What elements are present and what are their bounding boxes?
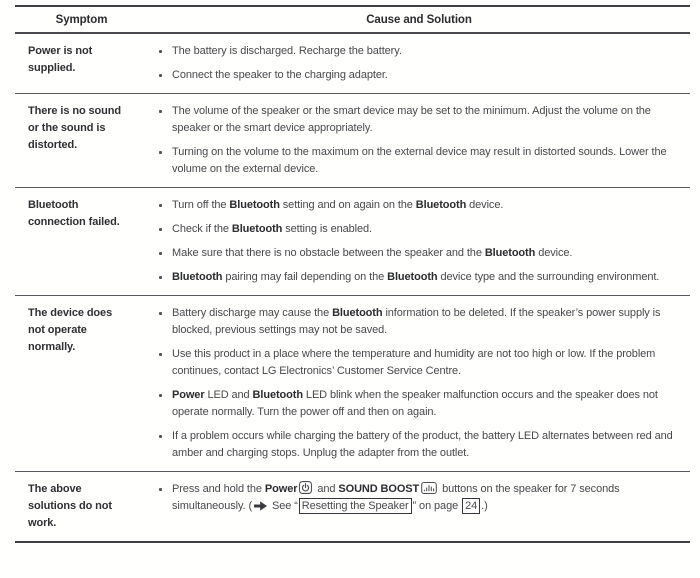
table-row [15, 472, 690, 541]
bold-term: Bluetooth [387, 271, 438, 283]
symptom-cell: The device does not operate normally. [28, 307, 113, 353]
body-text: ” on page [412, 500, 462, 512]
cause-cell [148, 94, 690, 187]
body-text: LED and [204, 389, 253, 401]
bold-term: Power [172, 389, 205, 401]
sound-boost-button-icon [421, 482, 437, 494]
cause-bullet-item [157, 144, 680, 178]
body-text: pairing may fail depending on the [222, 271, 388, 283]
cause-bullet-item [157, 103, 680, 137]
bullet-marker-icon [157, 252, 163, 262]
bold-term: Power [264, 483, 298, 495]
bullet-marker-icon [157, 312, 163, 339]
body-text: buttons on the speaker for 7 seconds simultaneously. ( [172, 483, 620, 512]
page-reference-link[interactable]: Resetting the Speaker [299, 498, 412, 514]
bullet-marker-icon [157, 110, 163, 137]
bold-term: SOUND BOOST [338, 483, 420, 495]
cause-bullet-item [157, 43, 680, 60]
bullet-text [172, 346, 680, 380]
bullet-text [172, 305, 680, 339]
body-text: If a problem occurs while charging the battery of the product, the battery LED alternates between red and amber and charging stops. Unplug the adapter from the outlet. [172, 430, 673, 459]
bold-term: Bluetooth [332, 307, 383, 319]
table-row [15, 34, 690, 94]
body-text: Press and hold the [172, 483, 265, 495]
cause-bullet-item [157, 269, 680, 286]
body-text: Turning on the volume to the maximum on the external device may result in distorted sounds. Lower the volume on the external device. [172, 146, 667, 175]
bullet-marker-icon [157, 435, 163, 462]
bold-term: Bluetooth [252, 389, 303, 401]
body-text: device. [466, 199, 504, 211]
cause-bullet-item [157, 428, 680, 462]
bullet-text [172, 144, 680, 178]
bullet-text [172, 245, 572, 262]
bullet-text [172, 221, 372, 238]
bullet-marker-icon [157, 74, 163, 84]
bullet-text [172, 428, 680, 462]
body-text: LED blink when the speaker malfunction occurs and the speaker does not operate normally. Turn the power off and then on again. [172, 389, 658, 418]
bullet-text [172, 481, 680, 515]
table-row [15, 188, 690, 296]
bold-term: Bluetooth [172, 271, 223, 283]
cause-bullet-item [157, 197, 680, 214]
bold-term: Bluetooth [415, 199, 467, 211]
bullet-marker-icon [157, 204, 163, 214]
bullet-text [172, 269, 659, 286]
bullet-marker-icon [157, 151, 163, 178]
right-arrow-icon [254, 501, 267, 511]
body-text: Use this product in a place where the temperature and humidity are not too high or low. If the problem continues, contact LG Electronics’ Customer Service Centre. [172, 348, 656, 377]
body-text: information to be deleted. If the speaker’s power supply is blocked, previous settings may not be saved. [172, 307, 661, 336]
page-reference-link[interactable]: 24 [462, 498, 480, 514]
symptom-cell: The above solutions do not work. [28, 483, 112, 529]
bullet-marker-icon [157, 353, 163, 380]
bullet-marker-icon [157, 394, 163, 421]
bold-term: Bluetooth [229, 199, 280, 211]
table-row [15, 94, 690, 188]
cause-bullet-item [157, 387, 680, 421]
cause-bullet-item [157, 67, 680, 84]
body-text: setting is enabled. [282, 223, 372, 235]
body-text: Check if the [172, 223, 232, 235]
bullet-text [172, 387, 680, 421]
body-text: Make sure that there is no obstacle between the speaker and the [172, 247, 485, 259]
cause-bullet-item [157, 346, 680, 380]
power-button-icon [299, 481, 312, 494]
cause-bullet-item [157, 305, 680, 339]
bold-term: Bluetooth [484, 247, 536, 259]
cause-bullet-item [157, 221, 680, 238]
bullet-marker-icon [157, 228, 163, 238]
body-text: setting and on again on the [279, 199, 416, 211]
body-text: Battery discharge may cause the [172, 307, 333, 319]
symptom-column-header: Symptom [55, 14, 108, 26]
bullet-text [172, 103, 680, 137]
bullet-text [172, 43, 402, 60]
body-text: .) [481, 500, 488, 512]
symptom-cell: Bluetooth connection failed. [28, 199, 120, 228]
troubleshooting-table [15, 5, 690, 543]
bullet-marker-icon [157, 488, 163, 515]
bold-term: Bluetooth [231, 223, 283, 235]
body-text: Turn off the [172, 199, 230, 211]
cause-cell [148, 296, 690, 471]
bullet-text [172, 197, 503, 214]
body-text: The volume of the speaker or the smart device may be set to the minimum. Adjust the volume on the speaker or the smart device appropriately. [172, 105, 651, 134]
symptom-cell: Power is not supplied. [28, 45, 93, 74]
body-text: and [314, 483, 339, 495]
cause-bullet-item [157, 245, 680, 262]
cause-cell [148, 34, 690, 93]
body-text: Connect the speaker to the charging adapter. [172, 69, 388, 81]
symptom-cell: There is no sound or the sound is distorted. [28, 105, 122, 151]
bullet-text [172, 67, 388, 84]
cause-bullet-item [157, 481, 680, 515]
cause-cell [148, 472, 690, 541]
body-text: The battery is discharged. Recharge the battery. [172, 45, 402, 57]
table-header-row [15, 7, 690, 34]
cause-column-header: Cause and Solution [366, 14, 472, 26]
body-text: device type and the surrounding environment. [437, 271, 660, 283]
bullet-marker-icon [157, 50, 163, 60]
cause-cell [148, 188, 690, 295]
table-body [15, 34, 690, 541]
body-text: See “ [269, 500, 298, 512]
body-text: device. [535, 247, 573, 259]
table-row [15, 296, 690, 472]
bullet-marker-icon [157, 276, 163, 286]
